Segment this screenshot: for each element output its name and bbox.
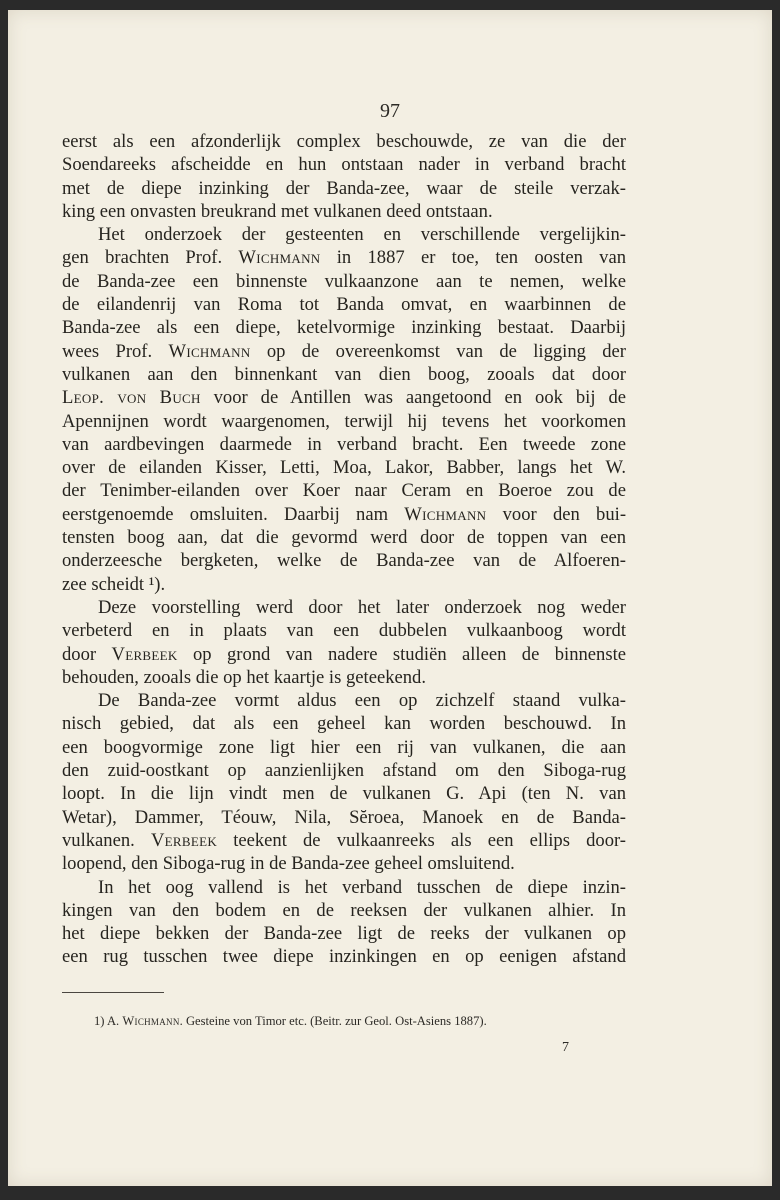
footnote-divider bbox=[62, 992, 164, 993]
text-line: vulkanen aan den binnenkant van dien boog, zooals dat door bbox=[62, 363, 626, 385]
text-line: verbeterd en in plaats van een dubbelen vulkaanboog wordt bbox=[62, 620, 626, 642]
text-line: Wetar), Dammer, Téouw, Nila, Sĕroea, Manoek en de Banda- bbox=[62, 806, 626, 828]
text-line: door Verbeek op grond van nadere studiën alleen de binnenste bbox=[62, 643, 626, 665]
text-line: tensten boog aan, dat die gevormd werd door de toppen van een bbox=[62, 527, 626, 549]
text-line: king een onvasten breukrand met vulkanen deed ontstaan. bbox=[62, 200, 493, 222]
text-line: gen brachten Prof. Wichmann in 1887 er toe, ten oosten van bbox=[62, 247, 627, 269]
paragraph-4 bbox=[62, 689, 626, 875]
footnote: 1) A. Wichmann. Gesteine von Timor etc. (Beitr. zur Geol. Ost-Asiens 1887). bbox=[94, 1014, 487, 1028]
text-line: loopend, den Siboga-rug in de Banda-zee geheel omsluitend. bbox=[62, 853, 515, 875]
text-line: het diepe bekken der Banda-zee ligt de reeks der vulkanen op bbox=[62, 923, 626, 945]
paragraph-1 bbox=[62, 130, 626, 223]
text-line: behouden, zooals die op het kaartje is geteekend. bbox=[62, 666, 426, 688]
text-line: Deze voorstelling werd door het later onderzoek nog weder bbox=[98, 596, 626, 618]
text-line: Het onderzoek der gesteenten en verschillende vergelijkin- bbox=[98, 224, 626, 246]
text-line: met de diepe inzinking der Banda-zee, waar de steile verzak- bbox=[62, 177, 626, 199]
signature-mark: 7 bbox=[562, 1040, 569, 1055]
text-line: de Banda-zee een binnenste vulkaanzone aan te nemen, welke bbox=[62, 270, 626, 292]
text-line: over de eilanden Kisser, Letti, Moa, Lakor, Babber, langs het W. bbox=[62, 457, 626, 479]
text-line: kingen van den bodem en de reeksen der vulkanen alhier. In bbox=[62, 899, 626, 921]
book-page bbox=[8, 10, 772, 1186]
text-line: zee scheidt ¹). bbox=[62, 573, 166, 595]
text-line: vulkanen. Verbeek teekent de vulkaanreeks als een ellips door- bbox=[62, 829, 626, 851]
paragraph-5 bbox=[62, 876, 626, 969]
text-line: wees Prof. Wichmann op de overeenkomst van de ligging der bbox=[62, 340, 626, 362]
text-line: eerst als een afzonderlijk complex beschouwde, ze van die der bbox=[62, 131, 626, 152]
text-line: de eilandenrij van Roma tot Banda omvat, en waarbinnen de bbox=[62, 294, 626, 316]
text-line: Apennijnen wordt waargenomen, terwijl hij tevens het voorkomen bbox=[62, 410, 626, 432]
text-line: Banda-zee als een diepe, ketelvormige inzinking bestaat. Daarbij bbox=[62, 317, 626, 339]
text-line: eerstgenoemde omsluiten. Daarbij nam Wichmann voor den bui- bbox=[62, 503, 627, 525]
page-number: 97 bbox=[380, 100, 400, 122]
text-line: Soendareeks afscheidde en hun ontstaan nader in verband bracht bbox=[62, 154, 626, 176]
text-line: De Banda-zee vormt aldus een op zichzelf staand vulka- bbox=[98, 690, 626, 712]
text-line: den zuid-oostkant op aanzienlijken afstand om den Siboga-rug bbox=[62, 760, 626, 782]
text-line: een rug tusschen twee diepe inzinkingen en op eenigen afstand bbox=[62, 946, 626, 968]
text-line: der Tenimber-eilanden over Koer naar Ceram en Boeroe zou de bbox=[62, 480, 626, 502]
text-line: nisch gebied, dat als een geheel kan worden beschouwd. In bbox=[62, 713, 626, 735]
body-text bbox=[62, 130, 626, 969]
text-line: In het oog vallend is het verband tusschen de diepe inzin- bbox=[98, 876, 626, 898]
paragraph-3 bbox=[62, 596, 626, 689]
text-line: een boogvormige zone ligt hier een rij van vulkanen, die aan bbox=[62, 736, 626, 758]
text-line: Leop. von Buch voor de Antillen was aangetoond en ook bij de bbox=[62, 387, 627, 409]
text-line: onderzeesche bergketen, welke de Banda-zee van de Alfoeren- bbox=[62, 550, 626, 572]
text-line: van aardbevingen daarmede in verband bracht. Een tweede zone bbox=[62, 433, 626, 455]
text-line: loopt. In die lijn vindt men de vulkanen G. Api (ten N. van bbox=[62, 783, 626, 805]
paragraph-2 bbox=[62, 223, 626, 596]
